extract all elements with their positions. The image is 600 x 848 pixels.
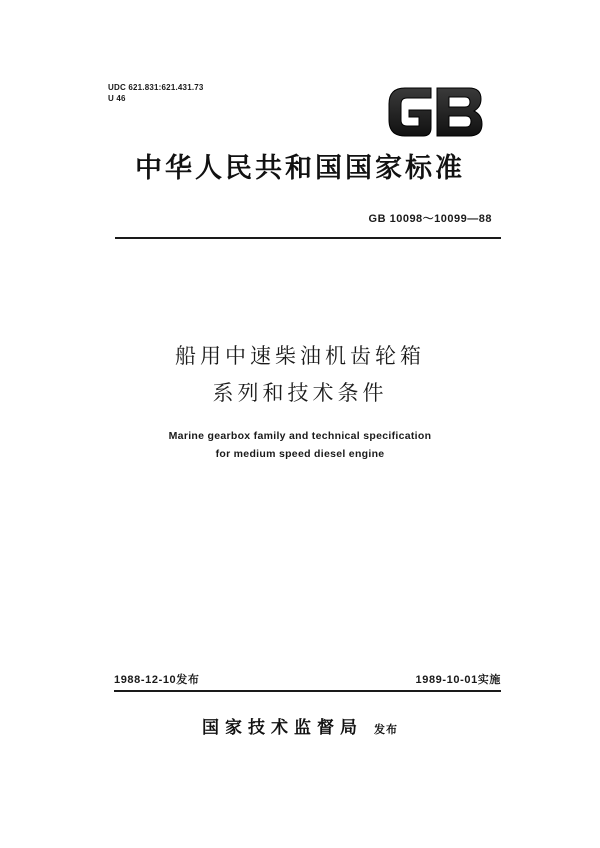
udc-code: UDC 621.831:621.431.73	[108, 83, 204, 92]
publisher-suffix: 发布	[374, 723, 399, 736]
top-divider	[115, 237, 501, 239]
svg-text:GB: GB	[435, 139, 437, 140]
document-title-chinese	[100, 338, 500, 412]
bottom-divider	[114, 690, 501, 692]
standard-category-title: 中华人民共和国国家标准	[135, 153, 465, 184]
class-code: U 46	[108, 94, 126, 103]
title-en-line-2: for medium speed diesel engine	[215, 448, 385, 460]
gb-logo	[385, 84, 485, 140]
title-cn-line-1: 船用中速柴油机齿轮箱	[175, 344, 425, 368]
title-en-line-1: Marine gearbox family and technical specification	[168, 430, 432, 442]
publisher-line	[150, 713, 450, 738]
issue-date: 1988-12-10发布	[114, 674, 200, 686]
standard-number: GB 10098～10099—88	[368, 213, 492, 225]
document-title-english	[100, 427, 500, 463]
implementation-date: 1989-10-01实施	[415, 674, 501, 686]
publisher-name: 国家技术监督局	[201, 718, 363, 738]
classification-block	[108, 82, 204, 104]
title-cn-line-2: 系列和技术条件	[212, 381, 388, 405]
